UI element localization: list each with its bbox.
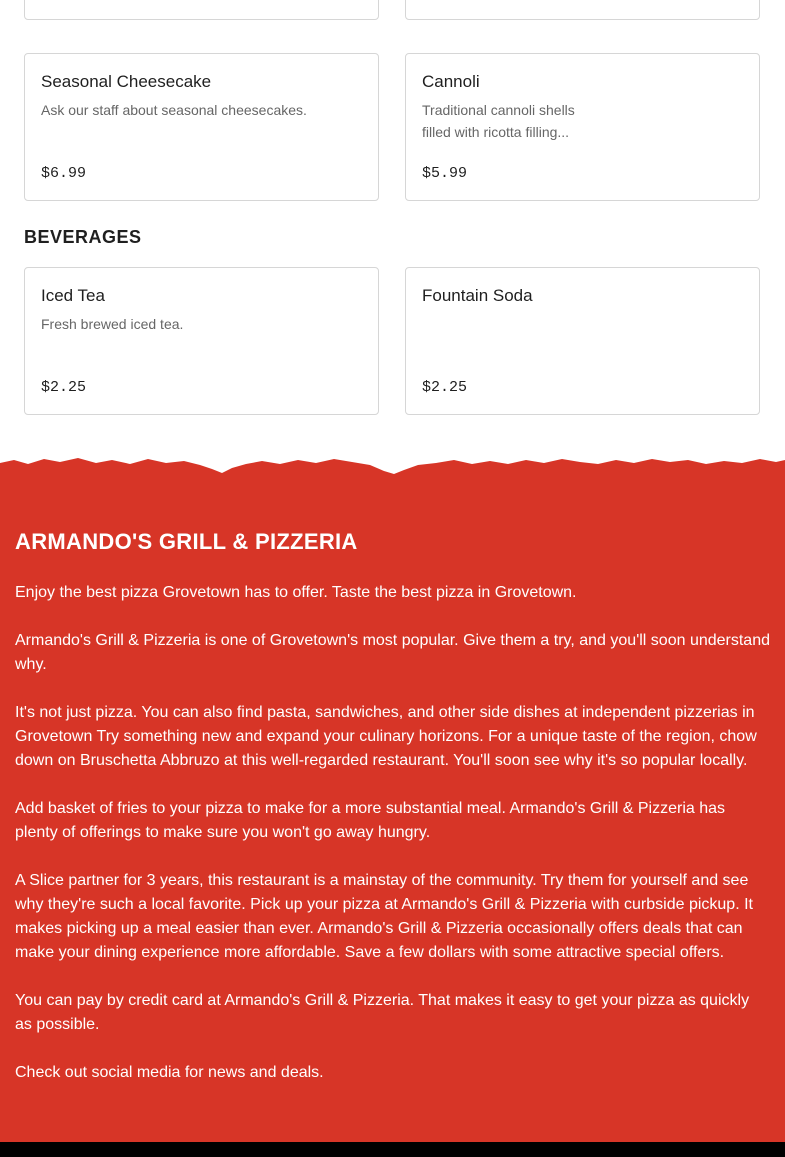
menu-item-card-partial[interactable] <box>405 0 760 20</box>
menu-item-description: Ask our staff about seasonal cheesecakes. <box>41 102 307 118</box>
menu-item-card-cannoli[interactable] <box>405 53 760 201</box>
menu-section <box>0 0 785 470</box>
menu-item-name: Fountain Soda <box>422 286 533 305</box>
about-paragraph: It's not just pizza. You can also find pasta, sandwiches, and other side dishes at independent pizzerias in Grovetown Try something new and expand your culinary horizons. For a unique taste of the region, chow down on Bruschetta Abbruzo at this well-regarded restaurant. You'll soon see why it's so popular locally. <box>15 704 757 769</box>
menu-item-price: $2.25 <box>422 379 468 396</box>
menu-item-card-iced-tea[interactable] <box>24 267 379 415</box>
menu-item-description: Traditional cannoli shells filled with ricotta filling... <box>422 102 575 140</box>
about-paragraph: Add basket of fries to your pizza to make for a more substantial meal. Armando's Grill & Pizzeria has plenty of offerings to make sure you won't go away hungry. <box>15 800 726 841</box>
menu-item-name: Iced Tea <box>41 286 105 305</box>
menu-item-price: $2.25 <box>41 379 87 396</box>
about-paragraph: You can pay by credit card at Armando's Grill & Pizzeria. That makes it easy to get your pizza as quickly as possible. <box>15 992 750 1033</box>
menu-item-card-partial[interactable] <box>24 0 379 20</box>
restaurant-about-footer <box>0 455 785 1142</box>
about-paragraph: Armando's Grill & Pizzeria is one of Grovetown's most popular. Give them a try, and you'll soon understand why. <box>15 632 770 673</box>
menu-item-price: $6.99 <box>41 165 87 182</box>
footer-content <box>0 475 785 1142</box>
about-paragraph: A Slice partner for 3 years, this restaurant is a mainstay of the community. Try them for yourself and see why they're such a local favorite. Pick up your pizza at Armando's Grill & Pizzeria with curbside pickup. It makes picking up a meal easier than ever. Armando's Grill & Pizzeria occasionally offers deals that can make your dining experience more affordable. Save a few dollars with some attractive special offers. <box>15 872 753 961</box>
bottom-bar <box>0 1142 785 1157</box>
menu-item-name: Cannoli <box>422 72 480 91</box>
menu-item-card-seasonal-cheesecake[interactable] <box>24 53 379 201</box>
menu-item-name: Seasonal Cheesecake <box>41 72 212 91</box>
about-paragraph: Check out social media for news and deals. <box>15 1064 324 1081</box>
menu-item-description: Fresh brewed iced tea. <box>41 316 184 332</box>
beverages-section-title: BEVERAGES <box>24 227 142 247</box>
about-paragraph: Enjoy the best pizza Grovetown has to offer. Taste the best pizza in Grovetown. <box>15 584 577 601</box>
restaurant-name-heading: ARMANDO'S GRILL & PIZZERIA <box>15 529 358 554</box>
menu-item-card-fountain-soda[interactable] <box>405 267 760 415</box>
menu-item-price: $5.99 <box>422 165 468 182</box>
